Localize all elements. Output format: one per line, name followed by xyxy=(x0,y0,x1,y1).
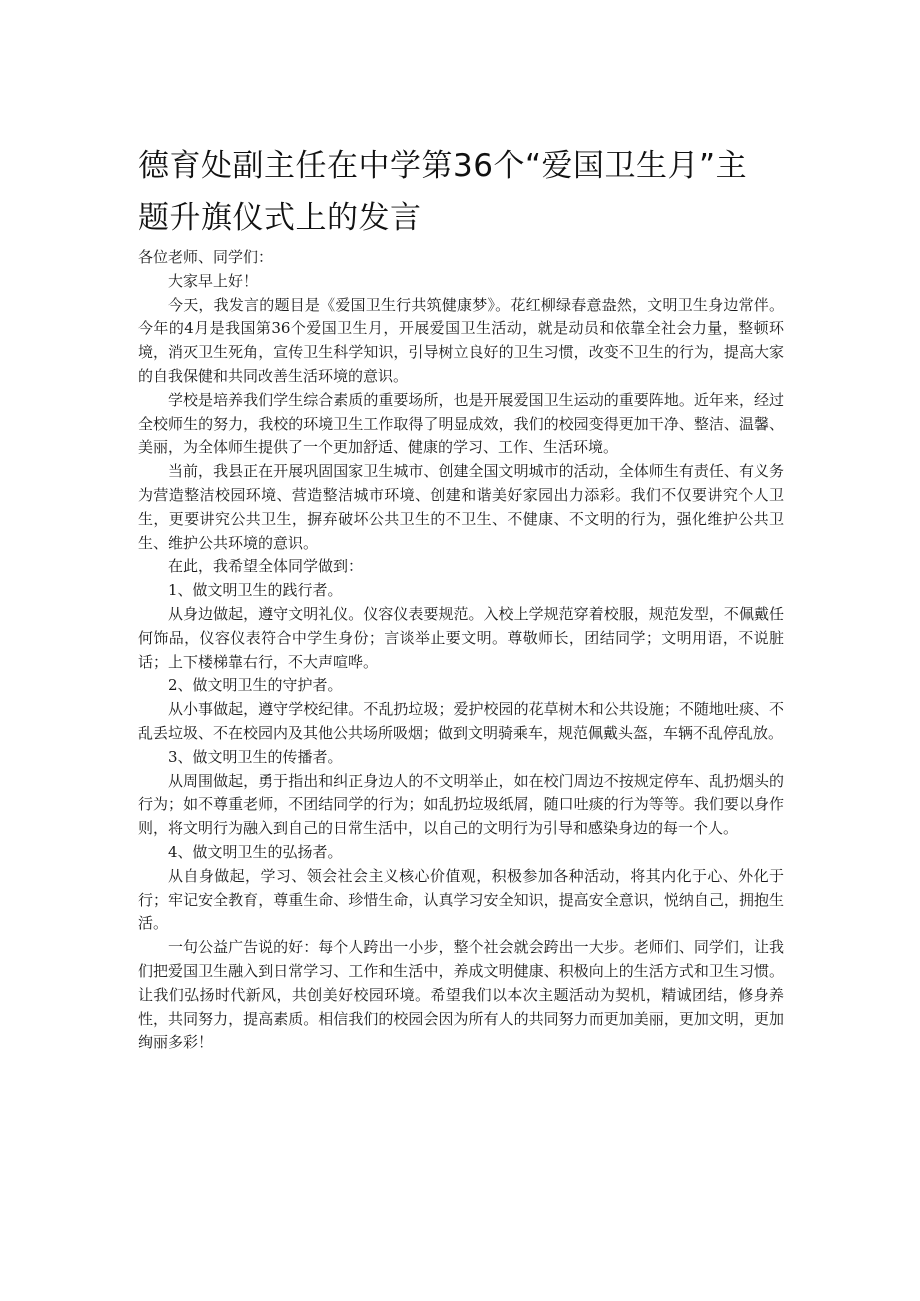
document-title: 德育处副主任在中学第36个“爱国卫生月”主题升旗仪式上的发言 xyxy=(138,148,748,236)
greeting: 大家早上好！ xyxy=(168,271,259,290)
section-heading: 2、做文明卫生的守护者。 xyxy=(168,676,343,695)
paragraph: 在此，我希望全体同学做到： xyxy=(168,557,364,576)
paragraph: 今天，我发言的题目是《爱国卫生行共筑健康梦》。花红柳绿春意盎然，文明卫生身边常伴。今年的4月是我国第36个爱国卫生月，开展爱国卫生活动，就是动员和依靠全社会力量，整顿环境，消灭卫生死角，宣传卫生科学知识，引导树立良好的卫生习惯，改变不卫生的行为，提高大家的自我保健和共同改善生活环境的意识。 xyxy=(138,295,784,385)
paragraph: 从周围做起，勇于指出和纠正身边人的不文明举止，如在校门周边不按规定停车、乱扔烟头的行为；如不尊重老师，不团结同学的行为；如乱扔垃圾纸屑，随口吐痰的行为等等。我们要以身作则，将文明行为融入到自己的日常生活中，以自己的文明行为引导和感染身边的每一个人。 xyxy=(138,771,784,838)
paragraph: 当前，我县正在开展巩固国家卫生城市、创建全国文明城市的活动，全体师生有责任、有义务为营造整洁校园环境、营造整洁城市环境、创建和谐美好家园出力添彩。我们不仅要讲究个人卫生，更要讲究公共卫生，摒弃破坏公共卫生的不卫生、不健康、不文明的行为，强化维护公共卫生、维护公共环境的意识。 xyxy=(138,462,784,552)
paragraph: 从身边做起，遵守文明礼仪。仪容仪表要规范。入校上学规范穿着校服，规范发型，不佩戴任何饰品，仪容仪表符合中学生身份；言谈举止要文明。尊敬师长，团结同学；文明用语，不说脏话；上下楼梯靠右行，不大声喧哗。 xyxy=(138,604,784,671)
paragraph: 一句公益广告说的好：每个人跨出一小步，整个社会就会跨出一大步。老师们、同学们，让我们把爱国卫生融入到日常学习、工作和生活中，养成文明健康、积极向上的生活方式和卫生习惯。让我们弘扬时代新风，共创美好校园环境。希望我们以本次主题活动为契机，精诚团结，修身养性，共同努力，提高素质。相信我们的校园会因为所有人的共同努力而更加美丽，更加文明，更加绚丽多彩！ xyxy=(138,938,784,1052)
section-heading: 3、做文明卫生的传播者。 xyxy=(168,747,343,766)
document-body xyxy=(138,246,784,1055)
section-heading: 4、做文明卫生的弘扬者。 xyxy=(168,842,343,861)
paragraph: 学校是培养我们学生综合素质的重要场所，也是开展爱国卫生运动的重要阵地。近年来，经过全校师生的努力，我校的环境卫生工作取得了明显成效，我们的校园变得更加干净、整洁、温馨、美丽，为全体师生提供了一个更加舒适、健康的学习、工作、生活环境。 xyxy=(138,390,784,457)
paragraph: 从自身做起，学习、领会社会主义核心价值观，积极参加各种活动，将其内化于心、外化于行；牢记安全教育，尊重生命、珍惜生命，认真学习安全知识，提高安全意识，悦纳自己，拥抱生活。 xyxy=(138,866,784,933)
salutation: 各位老师、同学们： xyxy=(138,248,274,266)
paragraph: 从小事做起，遵守学校纪律。不乱扔垃圾；爱护校园的花草树木和公共设施；不随地吐痰、不乱丢垃圾、不在校园内及其他公共场所吸烟；做到文明骑乘车，规范佩戴头盔，车辆不乱停乱放。 xyxy=(138,700,784,742)
section-heading: 1、做文明卫生的践行者。 xyxy=(168,581,343,600)
